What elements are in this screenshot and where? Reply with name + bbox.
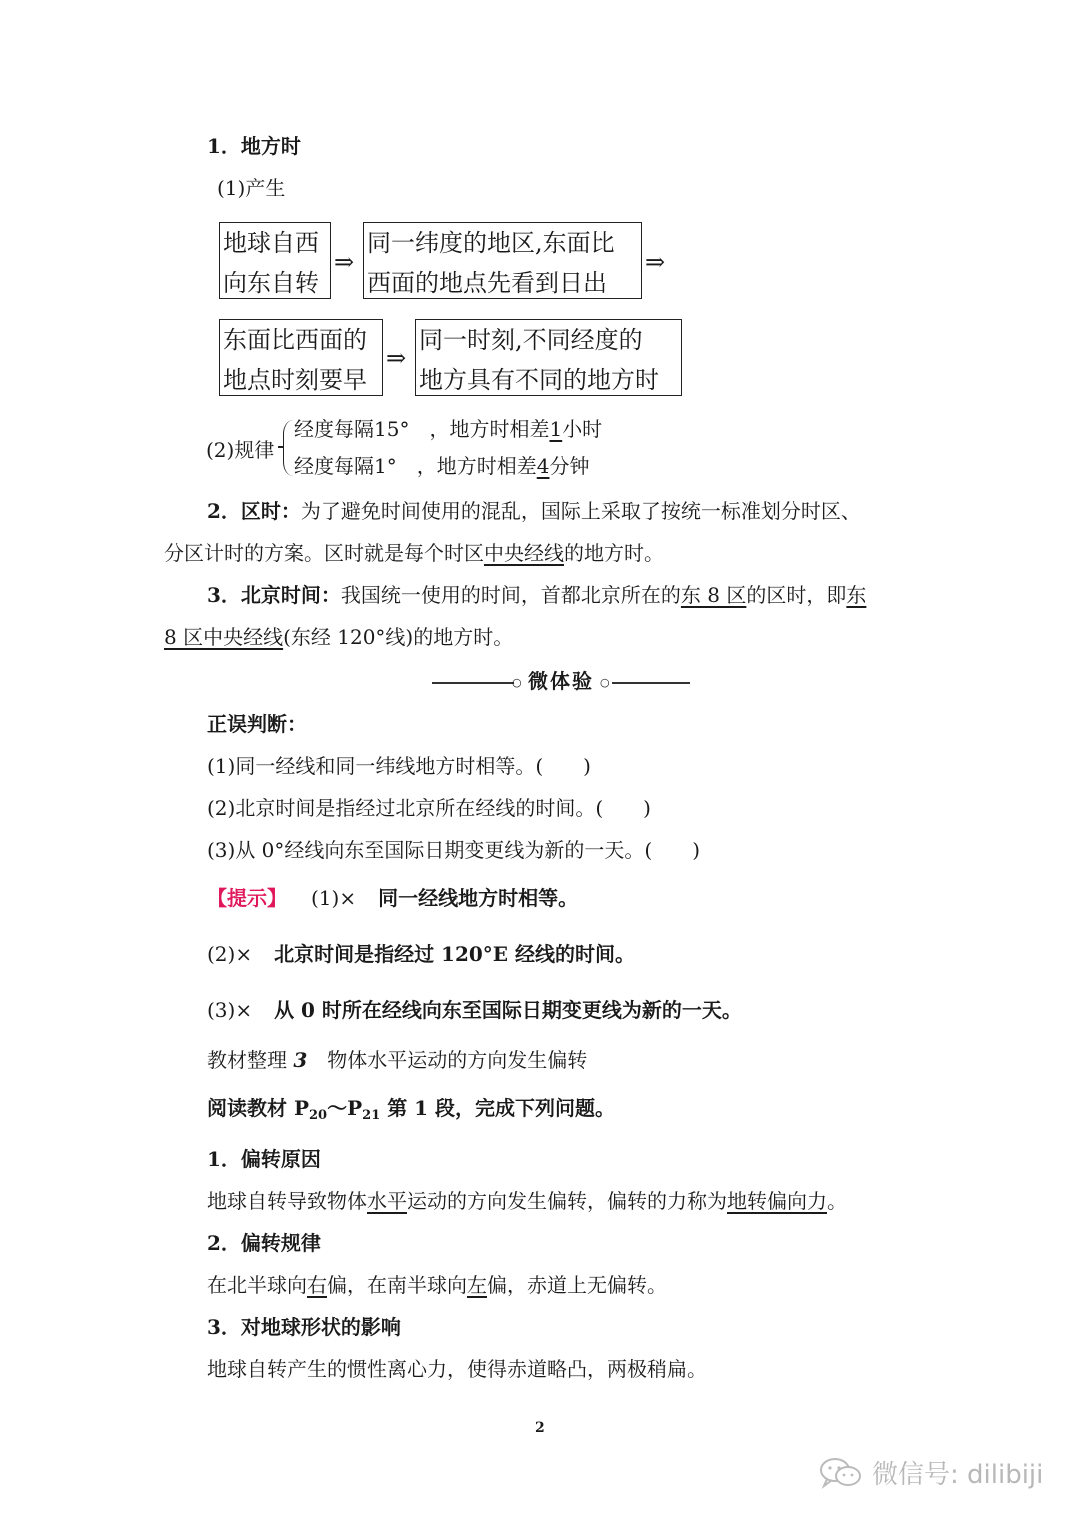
deflection-rule-heading: 2．偏转规律 — [207, 1231, 321, 1255]
deflection-cause-text: 地球自转导致物体水平运动的方向发生偏转，偏转的力称为地转偏向力。 — [207, 1189, 847, 1213]
deflection-cause-heading: 1．偏转原因 — [207, 1147, 321, 1171]
answer-1: 【提示】 (1)× 同一经线地方时相等。 — [207, 886, 579, 910]
textbook-heading: 教材整理 3 物体水平运动的方向发生偏转 — [207, 1048, 588, 1072]
flow-box-earlier-time: 东面比西面的 地点时刻要早 — [219, 319, 383, 396]
divider-left — [432, 682, 514, 684]
question-3: (3)从 0°经线向东至国际日期变更线为新的一天。( ) — [207, 838, 701, 862]
question-2: (2)北京时间是指经过北京所在经线的时间。( ) — [207, 796, 651, 820]
watermark-text: 微信号: dilibiji — [872, 1460, 1044, 1490]
mini-experience-title: 微体验 — [528, 669, 594, 693]
answer-2: (2)× 北京时间是指经过 120°E 经线的时间。 — [207, 942, 636, 966]
flow-box-local-time: 同一时刻,不同经度的 地方具有不同的地方时 — [415, 319, 682, 396]
section-3-line-2: 8 区中央经线(东经 120°线)的地方时。 — [164, 625, 514, 649]
flow-arrow: ⇒ — [386, 344, 407, 372]
flow-box-earth-rotation: 地球自西 向东自转 — [219, 222, 331, 299]
divider-dot-right: ○ — [600, 676, 610, 689]
subsection-origin: (1)产生 — [217, 176, 286, 200]
page-number: 2 — [535, 1420, 545, 1436]
section-2-line-1: 2．区时：为了避免时间使用的混乱，国际上采取了按统一标准划分时区、 — [207, 499, 861, 523]
brace-tip — [278, 446, 284, 448]
judge-heading: 正误判断： — [207, 712, 307, 736]
rule-line-2: 经度每隔1° ，地方时相差4分钟 — [294, 454, 590, 478]
section-1-title: 1．地方时 — [207, 134, 301, 158]
divider-right — [612, 682, 690, 684]
flow-arrow: ⇒ — [645, 248, 666, 276]
divider-dot-left: ○ — [512, 676, 522, 689]
reading-instruction: 阅读教材 $P_{20}\sim P_{21}$ 第 1 段，完成下列问题。 — [207, 1096, 616, 1123]
earth-shape-heading: 3．对地球形状的影响 — [207, 1315, 401, 1339]
answer-3: (3)× 从 0 时所在经线向东至国际日期变更线为新的一天。 — [207, 998, 742, 1022]
wechat-icon — [818, 1455, 864, 1494]
question-1: (1)同一经线和同一纬线地方时相等。( ) — [207, 754, 591, 778]
flow-arrow: ⇒ — [334, 248, 355, 276]
flow-box-sunrise: 同一纬度的地区,东面比 西面的地点先看到日出 — [363, 222, 642, 299]
brace-shape — [283, 420, 294, 476]
rule-line-1: 经度每隔15° ，地方时相差1小时 — [294, 417, 603, 441]
section-3-line-1: 3．北京时间：我国统一使用的时间，首都北京所在的东 8 区的区时，即东 — [207, 583, 867, 607]
earth-shape-text: 地球自转产生的惯性离心力，使得赤道略凸，两极稍扁。 — [207, 1357, 707, 1381]
deflection-rule-text: 在北半球向右偏，在南半球向左偏，赤道上无偏转。 — [207, 1273, 667, 1297]
section-2-line-2: 分区计时的方案。区时就是每个时区中央经线的地方时。 — [164, 541, 664, 565]
rule-label: (2)规律 — [206, 438, 275, 462]
